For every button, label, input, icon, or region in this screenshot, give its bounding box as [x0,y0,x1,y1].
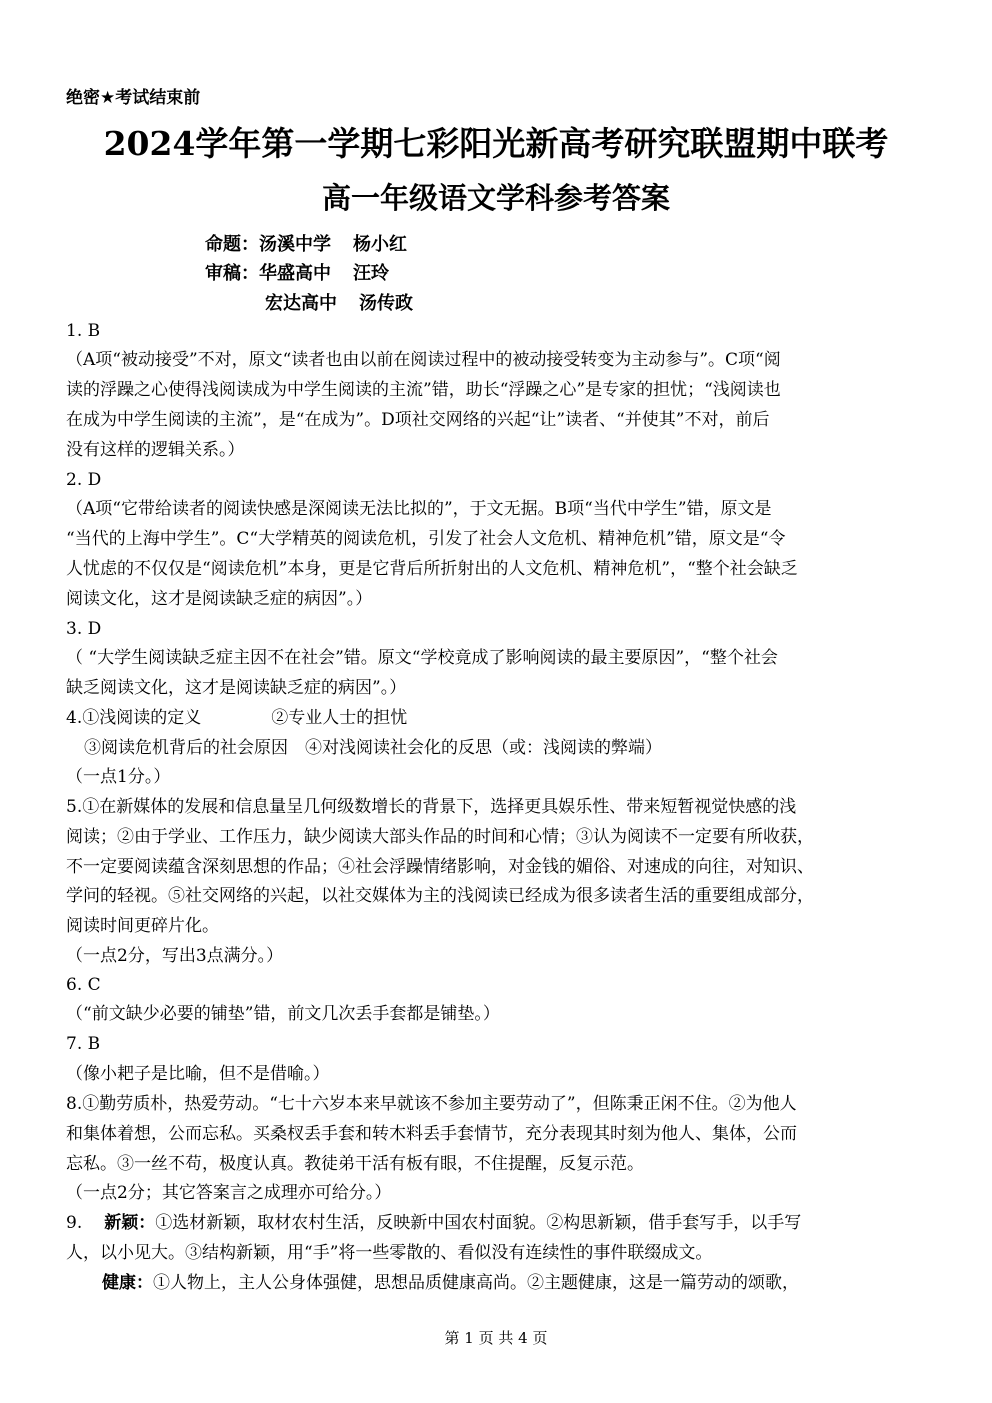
page-number: 第 1 页 共 4 页 [444,1329,548,1347]
setter-school: 汤溪中学 [259,234,331,255]
q4-point-2: ②专业人士的担忧 [271,708,408,728]
reviewer1-name: 汪玲 [353,263,389,284]
reviewer-label: 审稿： [205,263,259,284]
q4-point-1: 4.①浅阅读的定义 [66,708,202,728]
q8-answer-line: 8.①勤劳质朴，热爱劳动。“七十六岁本来早就该不参加主要劳动了”，但陈秉正闲不住。②为他人 [66,1094,797,1114]
reviewer1-school: 华盛高中 [259,263,331,284]
q2-explanation-line: “当代的上海中学生”。C“大学精英的阅读危机，引发了社会人文危机、精神危机”错，原文是“令 [66,529,786,549]
q1-explanation-line: 读的浮躁之心使得浅阅读成为中学生阅读的主流”错，助长“浮躁之心”是专家的担忧；“浅阅读也 [66,380,781,400]
q4-score: （一点1分。） [66,767,171,787]
confidential-label: 绝密★考试结束前 [66,88,201,108]
q2-explanation-line: 阅读文化，这才是阅读缺乏症的病因”。） [66,589,373,609]
q9-number: 9. [66,1213,83,1233]
q3-answer: 3. D [66,619,102,639]
page-title: 2024学年第一学期七彩阳光新高考研究联盟期中联考 [103,124,889,163]
q7-answer: 7. B [66,1034,101,1054]
q9-healthy-text: ①人物上，主人公身体强健，思想品质健康高尚。②主题健康，这是一篇劳动的颂歌， [153,1273,799,1293]
q5-answer-line: 5.①在新媒体的发展和信息量呈几何级数增长的背景下，选择更具娱乐性、带来短暂视觉快感的浅 [66,797,797,817]
credit-reviewer-1 [205,259,389,285]
q6-explanation: （“前文缺少必要的铺垫”错，前文几次丢手套都是铺垫。） [66,1004,500,1024]
setter-name: 杨小红 [353,234,407,255]
q9-label-novel: 新颖： [104,1213,156,1233]
setter-label: 命题： [205,234,259,255]
q8-score: （一点2分；其它答案言之成理亦可给分。） [66,1183,392,1203]
q3-explanation-line: （ “大学生阅读缺乏症主因不在社会”错。原文“学校竟成了影响阅读的最主要原因”，“整个社会 [66,648,778,668]
q5-score: （一点2分，写出3点满分。） [66,946,284,966]
q9-answer-line: 人，以小见大。③结构新颖，用“手”将一些零散的、看似没有连续性的事件联缀成文。 [66,1243,713,1263]
q2-answer: 2. D [66,470,102,490]
q8-answer-line: 忘私。③一丝不苟，极度认真。教徒弟干活有板有眼，不住提醒，反复示范。 [66,1154,644,1174]
q2-explanation-line: （A项“它带给读者的阅读快感是深阅读无法比拟的”，于文无据。B项“当代中学生”错，原文是 [66,499,772,519]
q5-answer-line: 不一定要阅读蕴含深刻思想的作品；④社会浮躁情绪影响，对金钱的媚俗、对速成的向往，对知识、 [66,857,814,877]
q4-answer-line: ③阅读危机背后的社会原因 ④对浅阅读社会化的反思（或：浅阅读的弊端） [84,738,662,758]
q9-label-healthy: 健康： [102,1273,153,1293]
q1-explanation-line: （A项“被动接受”不对，原文“读者也由以前在阅读过程中的被动接受转变为主动参与”。C项“阅 [66,350,781,370]
q5-answer-line: 学问的轻视。⑤社交网络的兴起，以社交媒体为主的浅阅读已经成为很多读者生活的重要组成部分， [66,886,814,906]
credit-reviewer-2 [265,289,413,315]
credit-setter [205,230,407,256]
page-subtitle: 高一年级语文学科参考答案 [321,181,670,215]
q5-answer-line: 阅读时间更碎片化。 [66,916,219,936]
q7-explanation: （像小耙子是比喻，但不是借喻。） [66,1064,330,1084]
q2-explanation-line: 人忧虑的不仅仅是“阅读危机”本身，更是它背后所折射出的人文危机、精神危机”，“整个社会缺乏 [66,559,798,579]
reviewer2-school: 宏达高中 [265,293,337,314]
q9-answer-line [102,1268,972,1298]
q1-explanation-line: 在成为中学生阅读的主流”，是“在成为”。D项社交网络的兴起“让”读者、“并使其”不对，前后 [66,410,770,430]
q8-answer-line: 和集体着想，公而忘私。买桑杈丢手套和转木料丢手套情节，充分表现其时刻为他人、集体，公而 [66,1124,797,1144]
q3-explanation-line: 缺乏阅读文化，这才是阅读缺乏症的病因”。） [66,678,407,698]
q5-answer-line: 阅读；②由于学业、工作压力，缺少阅读大部头作品的时间和心情；③认为阅读不一定要有所收获， [66,827,814,847]
q9-novel-text: ①选材新颖，取材农村生活，反映新中国农村面貌。②构思新颖，借手套写手，以手写 [155,1213,802,1233]
q1-answer: 1. B [66,321,101,341]
reviewer2-name: 汤传政 [359,293,413,314]
q6-answer: 6. C [66,975,101,995]
q1-explanation-line: 没有这样的逻辑关系。） [66,440,245,460]
q9-answer-line [66,1208,936,1238]
q4-answer-line [66,703,936,733]
